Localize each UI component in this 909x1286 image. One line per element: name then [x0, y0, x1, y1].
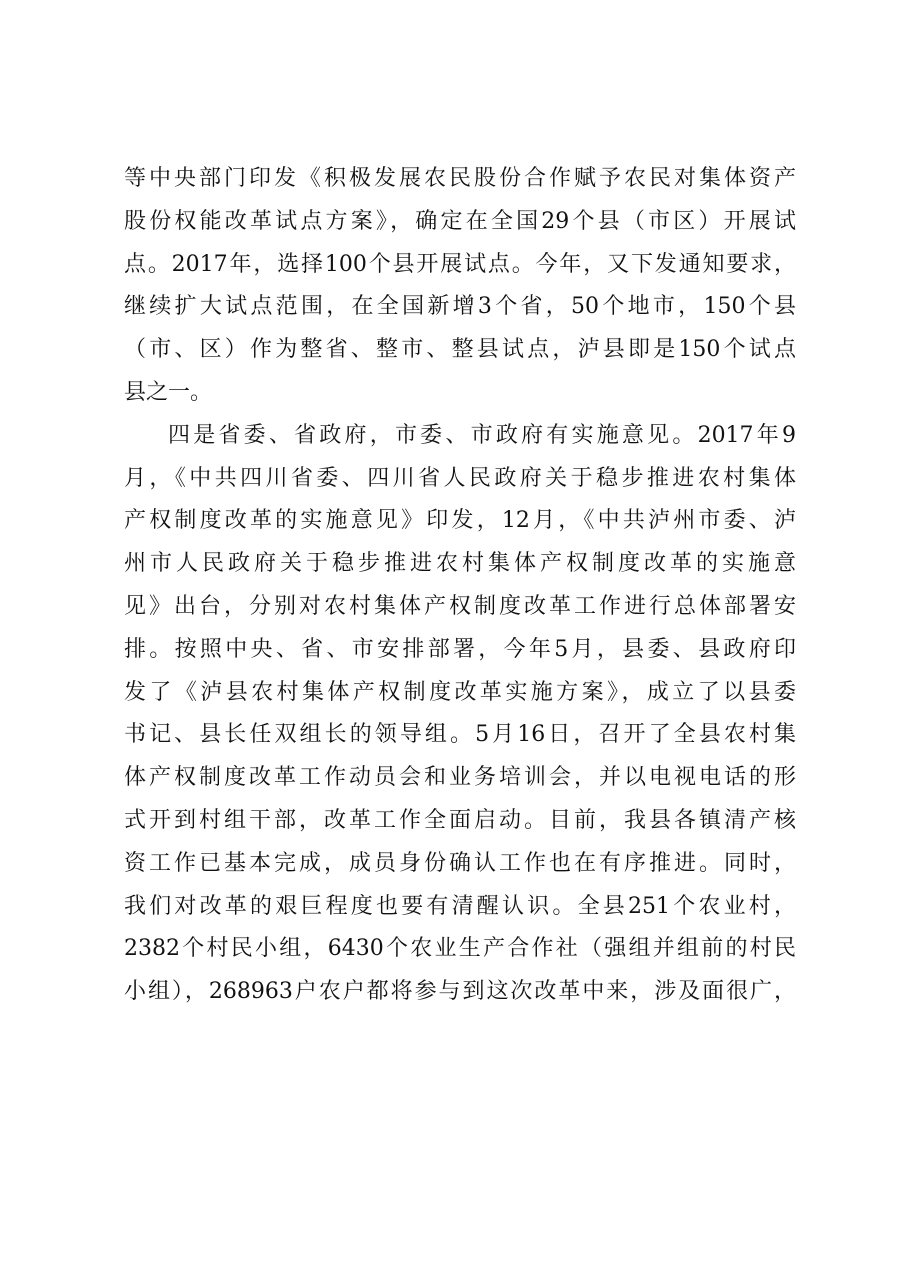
paragraph-2 — [124, 415, 796, 1014]
paragraph-2-line-13: 2382个村民小组，6430个农业生产合作社（强组并组前的村民 — [124, 936, 796, 962]
paragraph-2-line-10: 式开到村组干部，改革工作全面启动。目前，我县各镇清产核 — [124, 807, 796, 833]
paragraph-2-line-6: 排。按照中央、省、市安排部署，今年5月，县委、县政府印 — [124, 636, 796, 662]
body-text — [124, 158, 796, 1014]
paragraph-1-line-4: 继续扩大试点范围，在全国新增3个省，50个地市，150个县 — [124, 294, 796, 320]
paragraph-1-line-5: （市、区）作为整省、整市、整县试点，泸县即是150个试点 — [124, 337, 796, 363]
paragraph-2-line-11: 资工作已基本完成，成员身份确认工作也在有序推进。同时， — [124, 850, 796, 876]
paragraph-1-line-2: 股份权能改革试点方案》，确定在全国29个县（市区）开展试 — [124, 208, 796, 234]
paragraph-2-line-1: 四是省委、省政府，市委、市政府有实施意见。2017年9 — [168, 422, 796, 448]
paragraph-2-line-14: 小组），268963户农户都将参与到这次改革中来，涉及面很广， — [124, 979, 796, 1005]
paragraph-2-line-2: 月，《中共四川省委、四川省人民政府关于稳步推进农村集体 — [124, 465, 796, 491]
paragraph-1-line-3: 点。2017年，选择100个县开展试点。今年，又下发通知要求， — [124, 251, 796, 277]
paragraph-1 — [124, 158, 796, 415]
paragraph-2-line-8: 书记、县长任双组长的领导组。5月16日，召开了全县农村集 — [124, 722, 796, 748]
paragraph-2-line-12: 我们对改革的艰巨程度也要有清醒认识。全县251个农业村， — [124, 893, 796, 919]
paragraph-2-line-9: 体产权制度改革工作动员会和业务培训会，并以电视电话的形 — [124, 765, 796, 791]
paragraph-1-line-1: 等中央部门印发《积极发展农民股份合作赋予农民对集体资产 — [124, 166, 796, 191]
paragraph-2-line-7: 发了《泸县农村集体产权制度改革实施方案》，成立了以县委 — [124, 679, 796, 705]
paragraph-1-line-6: 县之一。 — [124, 379, 213, 405]
paragraph-2-line-3: 产权制度改革的实施意见》印发，12月，《中共泸州市委、泸 — [124, 508, 796, 534]
paragraph-2-line-5: 见》出台，分别对农村集体产权制度改革工作进行总体部署安 — [124, 593, 796, 619]
paragraph-2-line-4: 州市人民政府关于稳步推进农村集体产权制度改革的实施意 — [124, 551, 796, 577]
